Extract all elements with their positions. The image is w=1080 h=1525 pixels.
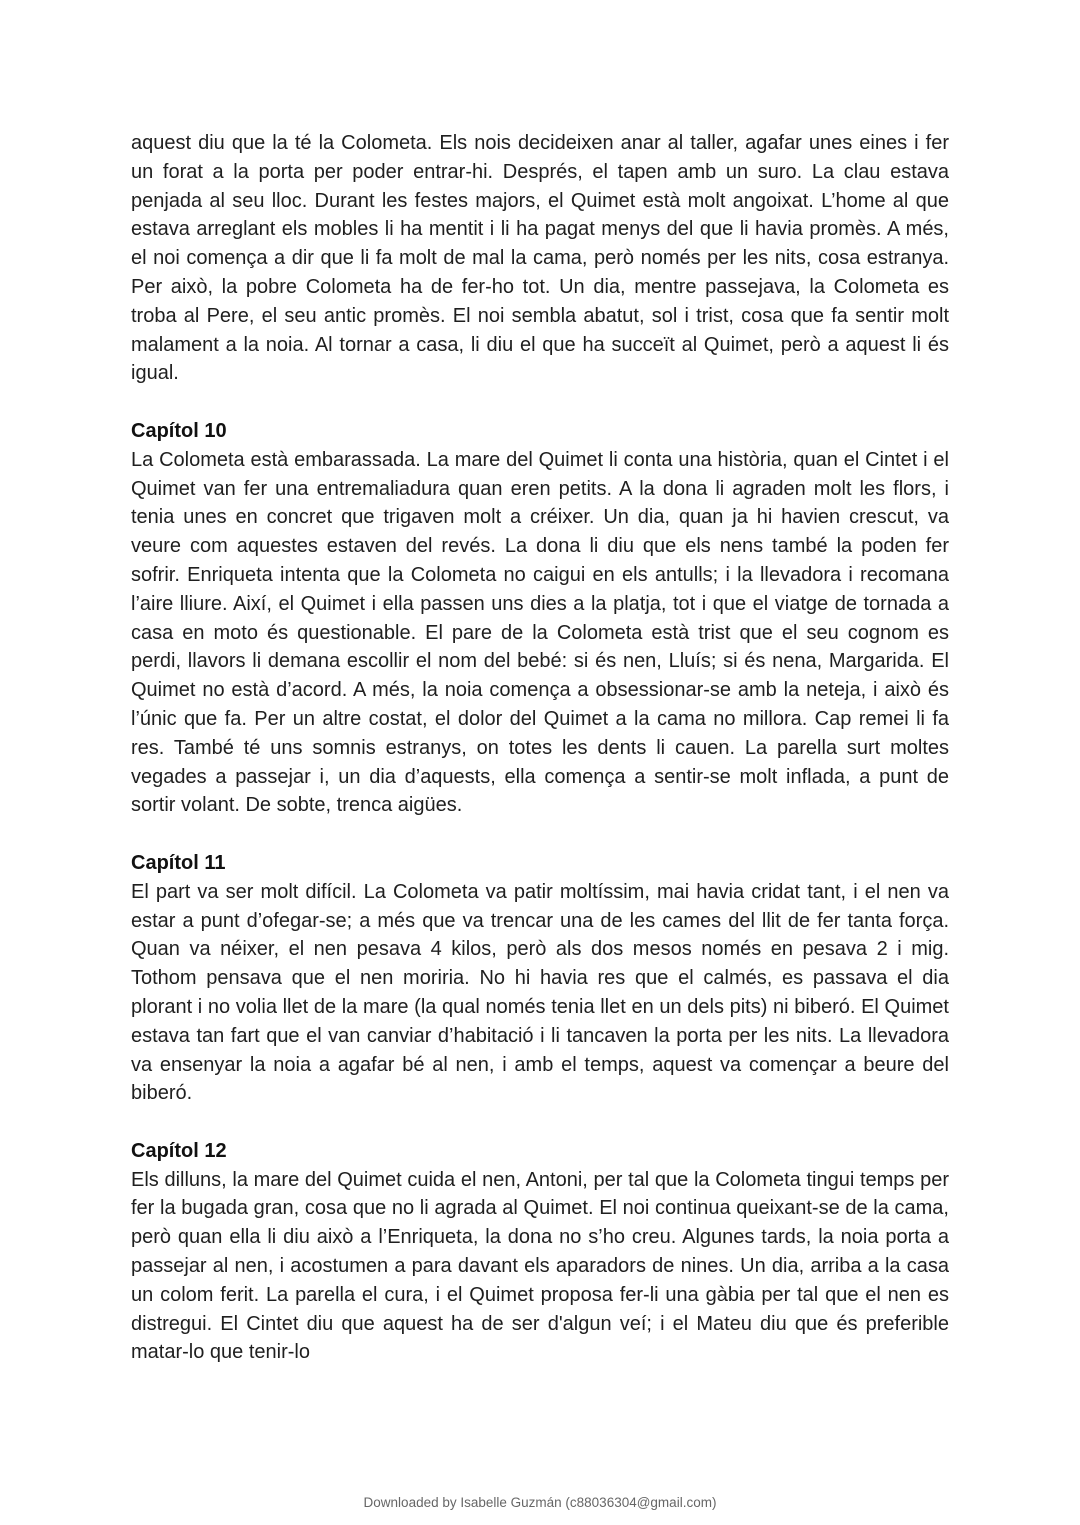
chapter-11-body: El part va ser molt difícil. La Colometa va patir moltíssim, mai havia cridat tant, i el nen va estar a punt d’ofegar-se; a més que va trencar una de les cames del llit de fer tanta força. Quan va néixer, el nen pesava 4 kilos, però als dos mesos només en pesava 2 i mig. Tothom pensava que el nen moriria. No hi havia res que el calmés, es passava el dia plorant i no volia llet de la mare (la qual només tenia llet en un dels pits) ni biberó. El Quimet estava tan fart que el van canviar d’habitació i li tancaven la porta per les nits. La llevadora va ensenyar la noia a agafar bé al nen, i amb el temps, aquest va començar a beure del biberó. bbox=[131, 880, 949, 1105]
paragraph-spacer bbox=[131, 820, 949, 849]
chapter-10-body: La Colometa està embarassada. La mare del Quimet li conta una història, quan el Cintet i el Quimet van fer una entremaliadura quan eren petits. A la dona li agraden molt les flors, i tenia unes en concret que trigaven molt a créixer. Un dia, quan ja hi havien crescut, va veure com aquestes estaven del revés. La dona li diu que els nens també la poden fer sofrir. Enriqueta intenta que la Colometa no caigui en els antulls; i la llevadora i recomana l’aire lliure. Així, el Quimet i ella passen uns dies a la platja, tot i que el viatge de tornada a casa en moto és questionable. El pare de la Colometa està trist que el seu cognom es perdi, llavors li demana escollir el nom del bebé: si és nen, Lluís; si és nena, Margarida. El Quimet no està d’acord. A més, la noia comença a obsessionar-se amb la neteja, i això és l’únic que fa. Per un altre costat, el dolor del Quimet a la cama no millora. Cap remei li fa res. També té uns somnis estranys, on totes les dents li cauen. La parella surt moltes vegades a passejar i, un dia d’aquests, ella comença a sentir-se molt inflada, a punt de sortir volant. De sobte, trenca aigües. bbox=[131, 448, 949, 817]
chapter-12-heading: Capítol 12 bbox=[131, 1139, 227, 1162]
paragraph-spacer bbox=[131, 388, 949, 417]
document-page bbox=[131, 129, 949, 1367]
chapter-11-section bbox=[131, 849, 949, 1108]
intro-paragraph: aquest diu que la té la Colometa. Els nois decideixen anar al taller, agafar unes eines i fer un forat a la porta per poder entrar-hi. Després, el tapen amb un suro. La clau estava penjada al seu lloc. Durant les festes majors, el Quimet està molt angoixat. L’home al que estava arreglant els mobles li ha mentit i li ha pagat menys del que li havia promès. A més, el noi comença a dir que li fa molt de mal la cama, però només per les nits, cosa estranya. Per això, la pobre Colometa ha de fer-ho tot. Un dia, mentre passejava, la Colometa es troba al Pere, el seu antic promès. El noi sembla abatut, sol i trist, cosa que fa sentir molt malament a la noia. Al tornar a casa, li diu el que ha succeït al Quimet, però a aquest li és igual. bbox=[131, 132, 949, 385]
paragraph-spacer bbox=[131, 1108, 949, 1137]
chapter-12-section bbox=[131, 1137, 949, 1367]
chapter-10-section bbox=[131, 417, 949, 820]
chapter-12-body: Els dilluns, la mare del Quimet cuida el nen, Antoni, per tal que la Colometa tingui temps per fer la bugada gran, cosa que no li agrada al Quimet. El noi continua queixant-se de la cama, però quan ella li diu això a l’Enriqueta, la dona no s’ho creu. Algunes tards, la noia porta a passejar al nen, i acostumen a para davant els aparadors de nines. Un dia, arriba a la casa un colom ferit. La parella el cura, i el Quimet proposa fer-li una gàbia per tal que el nen es distregui. El Cintet diu que aquest ha de ser d'algun veí; i el Mateu diu que és preferible matar-lo que tenir-lo bbox=[131, 1168, 949, 1364]
download-footer: Downloaded by Isabelle Guzmán (c88036304@gmail.com) bbox=[363, 1495, 717, 1510]
chapter-11-heading: Capítol 11 bbox=[131, 851, 226, 874]
chapter-10-heading: Capítol 10 bbox=[131, 419, 227, 442]
